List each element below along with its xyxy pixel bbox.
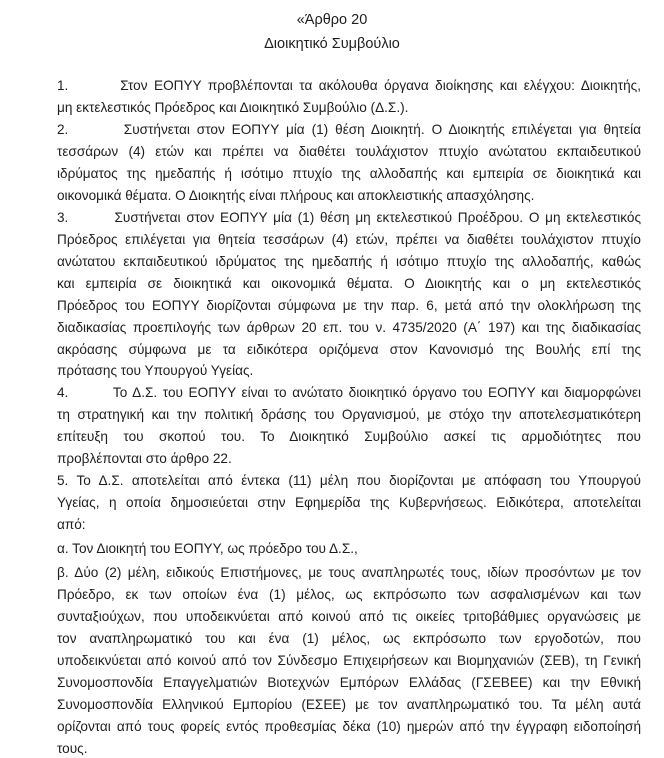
paragraph-line: ιδρύματος της ημεδαπής ή ισότιμο πτυχίο της αλλοδαπής και εμπειρία σε διοικητικά και <box>57 166 641 181</box>
paragraph-line: και εμπειρία σε διοικητικά και οικονομικά θέματα. Ο Διοικητής και ο μη εκτελεστικός <box>57 276 641 291</box>
paragraph-line: Υγείας, η οποία δημοσιεύεται στην Εφημερίδα της Κυβερνήσεως. Ειδικότερα, αποτελείται <box>57 495 641 510</box>
paragraph-line: διαδικασίας προεπιλογής των άρθρων 20 επ. του ν. 4735/2020 (Α΄ 197) και της διαδικασίας <box>57 320 641 335</box>
paragraph-line: οικονομικά θέματα. Ο Διοικητής είναι πλήρους και αποκλειστικής απασχόλησης. <box>57 188 535 203</box>
paragraph-line: συνταξιούχων, που υποδεικνύεται από κοινού από τις οικείες τριτοβάθμιες οργανώσεις με <box>57 609 641 624</box>
paragraph-line: α. Τον Διοικητή του ΕΟΠΥΥ, ως πρόεδρο του Δ.Σ., <box>57 541 358 556</box>
paragraph-line: 3. Συστήνεται στον ΕΟΠΥΥ μία (1) θέση μη εκτελεστικού Προέδρου. Ο μη εκτελεστικός <box>57 210 641 225</box>
paragraph-line: από: <box>57 517 86 532</box>
paragraph-line: ακρόασης σύμφωνα με τα ειδικότερα οριζόμενα στον Κανονισμό της Βουλής επί της <box>57 342 641 357</box>
paragraph-line: ορίζονται από τους φορείς εντός προθεσμίας δέκα (10) ημερών από την έγγραφη ειδοποίησή <box>57 719 641 734</box>
paragraph-line: 5. Το Δ.Σ. αποτελείται από έντεκα (11) μέλη που διορίζονται με απόφαση του Υπουργού <box>57 473 641 488</box>
paragraph-line: 4. Το Δ.Σ. του ΕΟΠΥΥ είναι το ανώτατο διοικητικό όργανο του ΕΟΠΥΥ και διαμορφώνει <box>57 385 641 400</box>
paragraph-line: επίτευξη του σκοπού του. Το Διοικητικό Συμβούλιο ασκεί τις αρμοδιότητες που <box>57 429 641 444</box>
paragraph-line: προβλέπονται στο άρθρο 22. <box>57 451 232 466</box>
article-subtitle: Διοικητικό Συμβούλιο <box>264 36 400 52</box>
paragraph-line: Πρόεδρος επιλέγεται για θητεία τεσσάρων (4) ετών, πρέπει να διαθέτει τουλάχιστον πτυχίο <box>57 232 641 247</box>
paragraph-line: Συνομοσπονδία Ελληνικού Εμπορίου (ΕΣΕΕ) με τον αναπληρωματικό του. Τα μέλη αυτά <box>57 697 641 712</box>
paragraph-line: Πρόεδρο, εκ των οποίων ένα (1) μέλος, ως εκπρόσωπο των ασφαλισμένων και των <box>57 587 641 602</box>
paragraph-line: μη εκτελεστικός Πρόεδρος και Διοικητικό Συμβούλιο (Δ.Σ.). <box>57 100 409 115</box>
paragraph-line: 2. Συστήνεται στον ΕΟΠΥΥ μία (1) θέση Διοικητή. Ο Διοικητής επιλέγεται για θητεία <box>57 122 641 137</box>
paragraph-line: πρότασης του Υπουργού Υγείας. <box>57 363 254 378</box>
paragraph-line: τον αναπληρωματικό του και ένα (1) μέλος, ως εκπρόσωπο των εργοδοτών, που <box>57 631 641 646</box>
paragraph-line: β. Δύο (2) μέλη, ειδικούς Επιστήμονες, με τους αναπληρωτές τους, ιδίων προσόντων με τον <box>57 565 641 580</box>
paragraph-line: Πρόεδρος του ΕΟΠΥΥ διορίζονται σύμφωνα με την παρ. 6, μετά από την ολοκλήρωση της <box>57 298 641 313</box>
article-heading: «Άρθρο 20 <box>296 12 368 28</box>
paragraph-line: 1. Στον ΕΟΠΥΥ προβλέπονται τα ακόλουθα όργανα διοίκησης και ελέγχου: Διοικητής, <box>57 78 641 93</box>
paragraph-line: τεσσάρων (4) ετών και πρέπει να διαθέτει τουλάχιστον πτυχίο ανώτατου εκπαιδευτικού <box>57 144 641 159</box>
paragraph-line: ανώτατου εκπαιδευτικού ιδρύματος της ημεδαπής ή ισότιμο πτυχίο της αλλοδαπής, καθώς <box>57 254 641 269</box>
paragraph-line: υποδεικνύεται από κοινού από τον Σύνδεσμο Επιχειρήσεων και Βιομηχανιών (ΣΕΒ), τη Γενική <box>57 653 641 668</box>
paragraph-line: τη στρατηγική και την πολιτική δράσης του Οργανισμού, με στόχο την αποτελεσματικότερη <box>57 407 641 422</box>
paragraph-line: τους. <box>57 741 88 756</box>
paragraph-line: Συνομοσπονδία Επαγγελματιών Βιοτεχνών Εμπόρων Ελλάδας (ΓΣΕΒΕΕ) και την Εθνική <box>57 675 641 690</box>
